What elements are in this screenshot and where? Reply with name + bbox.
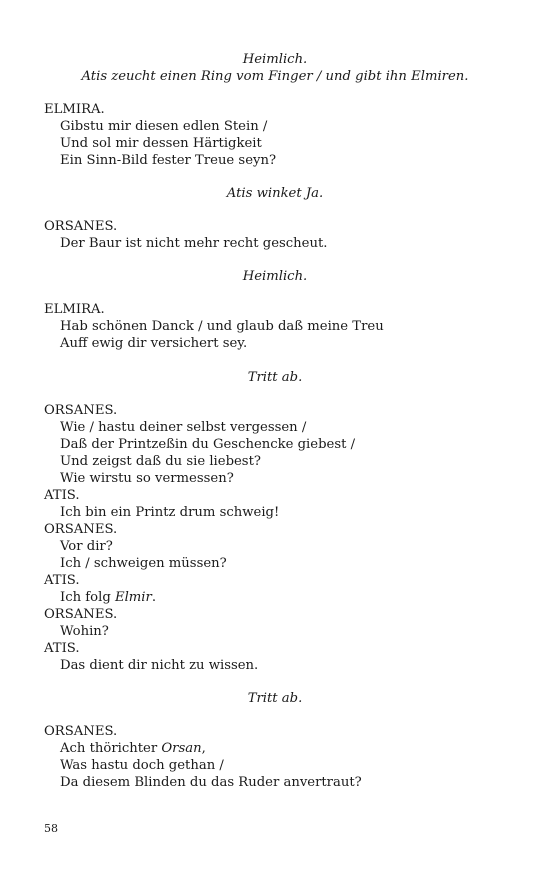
speaker-name: ORSANES. <box>44 724 118 739</box>
verse-text: . <box>151 590 157 605</box>
verse-line <box>60 741 206 757</box>
verse-line: Wie / hastu deiner selbst vergessen / <box>60 420 307 435</box>
speaker-name: ORSANES. <box>44 403 118 418</box>
verse-line: Hab schönen Danck / und glaub daß meine Treu <box>60 319 384 334</box>
verse-line: Der Baur ist nicht mehr recht gescheut. <box>60 236 328 251</box>
verse-line: Was hastu doch gethan / <box>60 758 224 773</box>
speaker-name: ORSANES. <box>44 607 118 622</box>
speaker-name: ORSANES. <box>44 522 118 537</box>
page-number: 58 <box>44 822 58 835</box>
verse-line: Ich bin ein Printz drum schweig! <box>60 505 280 520</box>
verse-line: Und sol mir dessen Härtigkeit <box>60 136 262 151</box>
verse-line: Ein Sinn-Bild fester Treue seyn? <box>60 153 277 168</box>
speaker-name: ATIS. <box>44 641 80 656</box>
speaker-name: ATIS. <box>44 488 80 503</box>
verse-text: Ich folg <box>60 590 115 605</box>
stage-direction: Tritt ab. <box>247 691 303 706</box>
verse-line: Gibstu mir diesen edlen Stein / <box>60 119 268 134</box>
stage-direction: Tritt ab. <box>247 370 303 385</box>
verse-line: Das dient dir nicht zu wissen. <box>60 658 259 673</box>
verse-line: Auff ewig dir versichert sey. <box>60 336 248 351</box>
verse-line: Ich / schweigen müssen? <box>60 556 227 571</box>
verse-line: Daß der Printzeßin du Geschencke giebest / <box>60 437 356 452</box>
stage-direction: Atis winket Ja. <box>226 186 324 201</box>
speaker-name: ELMIRA. <box>44 302 105 317</box>
italic-name: Orsan <box>161 741 202 756</box>
speaker-name: ATIS. <box>44 573 80 588</box>
stage-direction: Heimlich. <box>242 52 308 67</box>
verse-line: Da diesem Blinden du das Ruder anvertraut? <box>60 775 362 790</box>
speaker-name: ELMIRA. <box>44 102 105 117</box>
speaker-name: ORSANES. <box>44 219 118 234</box>
verse-line: Vor dir? <box>60 539 113 554</box>
verse-text: , <box>201 741 206 756</box>
verse-line <box>60 590 156 606</box>
verse-line: Und zeigst daß du sie liebest? <box>60 454 261 469</box>
verse-line: Wohin? <box>60 624 109 639</box>
stage-direction: Heimlich. <box>242 269 308 284</box>
verse-text: Ach thörichter <box>60 741 162 756</box>
italic-name: Elmir <box>114 590 152 605</box>
stage-direction: Atis zeucht einen Ring vom Finger / und gibt ihn Elmiren. <box>81 69 469 84</box>
verse-line: Wie wirstu so vermessen? <box>60 471 234 486</box>
